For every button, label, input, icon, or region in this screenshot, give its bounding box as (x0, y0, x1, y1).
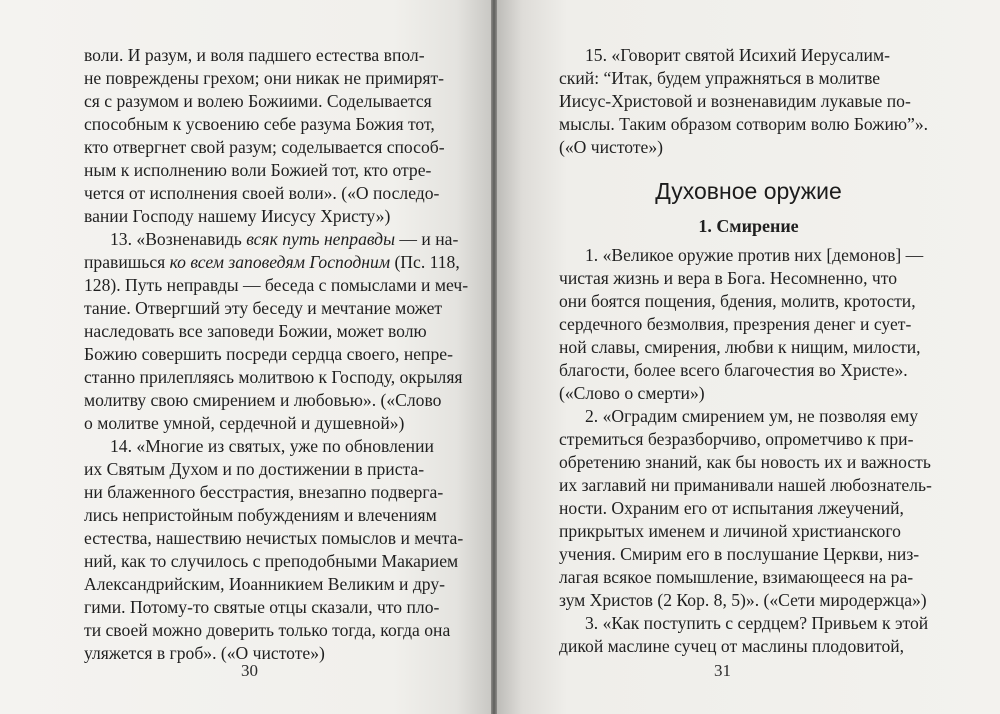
text-line: ности. Охраним его от испытания лжеучений, (559, 498, 904, 518)
text-line: их Святым Духом и по достижении в приста- (84, 459, 425, 479)
text-line: молитву свою смирением и любовью». («Слово (84, 390, 442, 410)
text-line: мыслы. Таким образом сотворим волю Божию”». (559, 114, 929, 134)
text-line: лагая всякое помышление, взимающееся на ра- (559, 567, 914, 587)
text-line: стремиться безразборчиво, опрометчиво к при- (559, 429, 914, 449)
text-line: ной славы, смирения, любви к нищим, милости, (559, 337, 921, 357)
text-line: гими. Потому-то святые отцы сказали, что пло- (84, 597, 440, 617)
text-line: прикрытых именем и личиной христианского (559, 521, 901, 541)
text-line: ся с разумом и волею Божиими. Соделывается (84, 91, 432, 111)
text-line: уляжется в гроб». («О чистоте») (84, 643, 325, 663)
section-heading: Духовное оружие (655, 178, 842, 204)
text-line: Божию совершить посреди сердца своего, непре- (84, 344, 453, 364)
text-line: естества, нашествию нечистых помыслов и мечта- (84, 528, 464, 548)
text-line: 14. «Многие из святых, уже по обновлении (110, 436, 434, 456)
page-number: 30 (241, 661, 258, 680)
text-line: кто отвергнет свой разум; соделывается способ- (84, 137, 445, 157)
text-line: воли. И разум, и воля падшего естества впол- (84, 45, 425, 65)
text-line: учения. Смирим его в послушание Церкви, низ- (559, 544, 920, 564)
text-line: способным к усвоению себе разума Божия тот, (84, 114, 435, 134)
text-line: чется от исполнения своей воли». («О последо- (84, 183, 440, 203)
text-line: вании Господу нашему Иисусу Христу») (84, 206, 391, 226)
text-span: — и на- (395, 229, 459, 249)
page-number: 31 (714, 661, 731, 680)
text-line: ти своей можно доверить только тогда, когда она (84, 620, 451, 640)
text-line-13 (84, 228, 458, 251)
text-line: о молитве умной, сердечной и душевной») (84, 413, 405, 433)
text-line: обретению знаний, как бы новость их и важность (559, 452, 931, 472)
text-span: 13. «Возненавидь (110, 229, 247, 249)
text-line: лись непристойным побуждениям и влечениям (84, 505, 437, 525)
text-line: («Слово о смерти») (559, 383, 705, 403)
right-page (497, 0, 1000, 714)
text-line: Иисус-Христовой и возненавидим лукавые по- (559, 91, 911, 111)
text-line: 3. «Как поступить с сердцем? Привьем к этой (585, 613, 929, 633)
text-line: 1. «Великое оружие против них [демонов] — (585, 245, 924, 265)
text-line: ский: “Итак, будем упражняться в молитве (559, 68, 881, 88)
text-line: не повреждены грехом; они никак не примирят- (84, 68, 445, 88)
text-line: зум Христов (2 Кор. 8, 5)». («Сети миродержца») (559, 590, 927, 610)
text-line: станно прилепляясь молитвою к Господу, окрыляя (84, 367, 463, 387)
text-line: ным к исполнению воли Божией тот, кто отре- (84, 160, 432, 180)
italic-quote: ко всем заповедям Господним (169, 252, 391, 272)
text-line: их заглавий ни приманивали нашей любознатель- (559, 475, 932, 495)
text-span: правишься (84, 252, 170, 272)
text-line: чистая жизнь и вера в Бога. Несомненно, что (559, 268, 898, 288)
text-line: сердечного безмолвия, презрения денег и сует- (559, 314, 912, 334)
text-line: они боятся пощения, бдения, молитв, кротости, (559, 291, 916, 311)
text-line: Александрийским, Иоанникием Великим и дру- (84, 574, 446, 594)
text-line: благости, более всего благочестия во Христе». (559, 360, 908, 380)
text-line: дикой маслине сучец от маслины плодовитой, (559, 636, 905, 656)
text-line: 15. «Говорит святой Исихий Иерусалим- (585, 45, 890, 65)
text-line: («О чистоте») (559, 137, 664, 157)
left-page (0, 0, 491, 714)
text-span: (Пс. 118, (390, 252, 460, 272)
text-line: ний, как то случилось с преподобными Макарием (84, 551, 459, 571)
text-line: 2. «Оградим смирением ум, не позволяя ему (585, 406, 919, 426)
italic-quote: всяк путь неправды (246, 229, 396, 249)
text-line: тание. Отвергший эту беседу и мечтание может (84, 298, 443, 318)
text-line-14 (84, 251, 460, 274)
text-line: наследовать все заповеди Божии, может волю (84, 321, 427, 341)
subsection-heading: 1. Смирение (698, 216, 799, 236)
text-line: ни блаженного бесстрастия, внезапно подверга- (84, 482, 444, 502)
text-line: 128). Путь неправды — беседа с помыслами и меч- (84, 275, 469, 295)
